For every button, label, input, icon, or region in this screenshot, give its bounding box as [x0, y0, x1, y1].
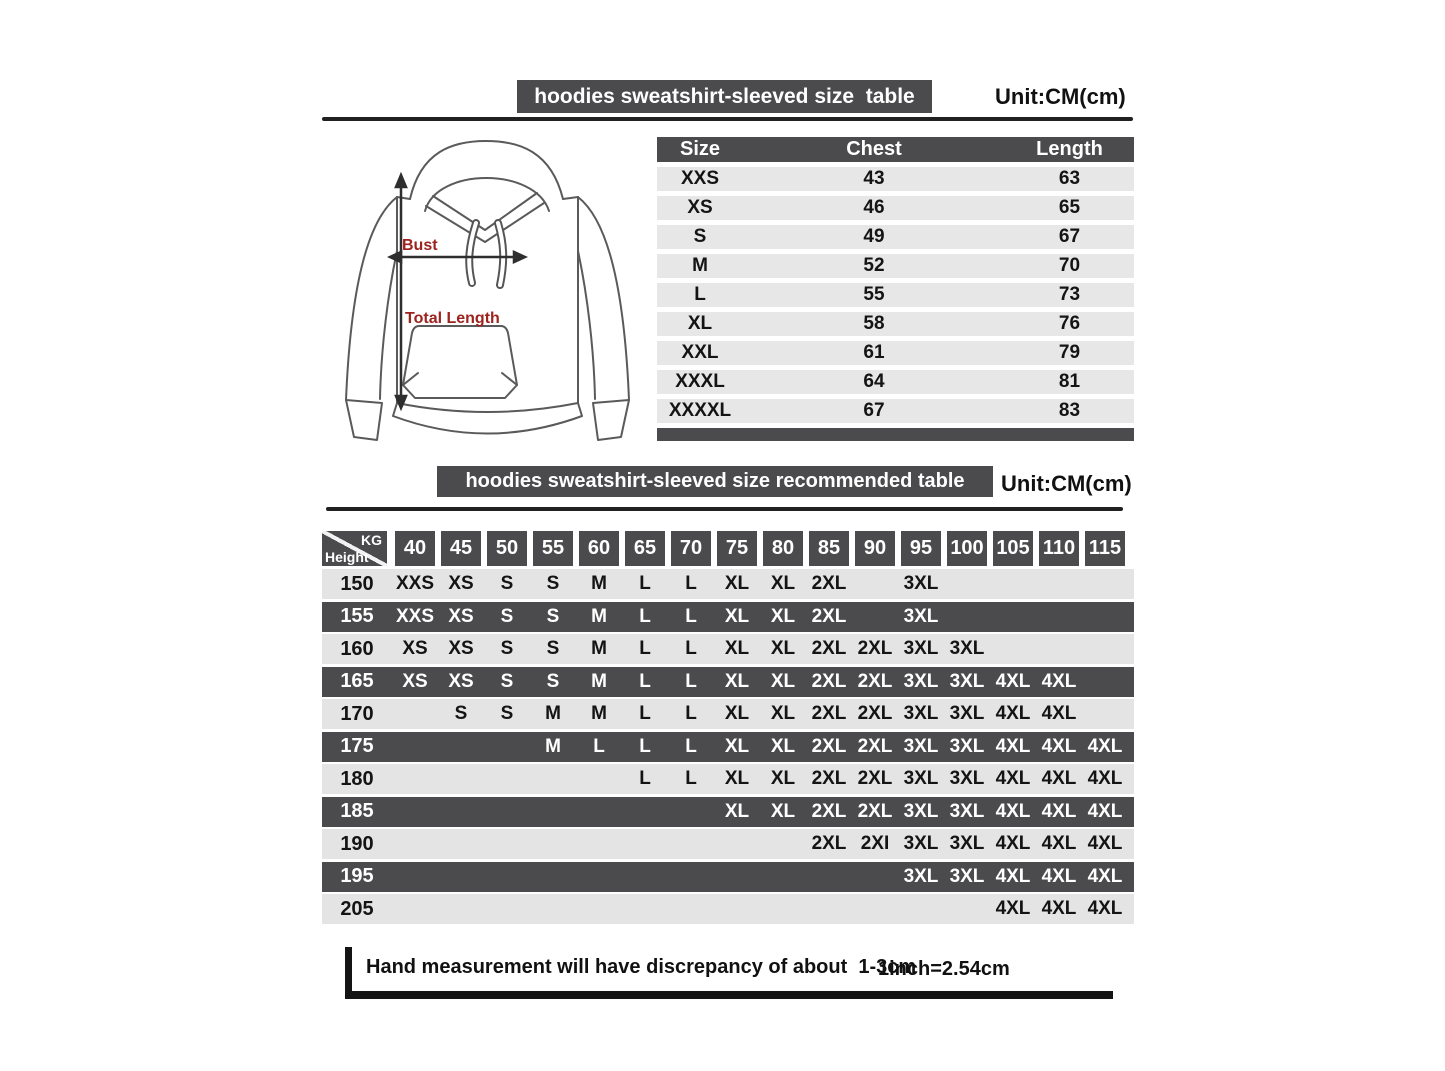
height-row-195: [322, 862, 1134, 892]
recommended-size-cell: XL: [724, 573, 750, 594]
size-table-cell: 49: [863, 226, 885, 247]
height-row-160: [322, 634, 1134, 664]
recommended-size-cell: 3XL: [903, 573, 939, 594]
weight-col-75: 75: [717, 531, 757, 566]
size-table-row: [657, 254, 1134, 278]
recommended-size-cell: XL: [770, 670, 796, 692]
recommended-size-cell: 2XL: [857, 670, 893, 692]
recommended-size-cell: 4XL: [1087, 735, 1123, 757]
size-table-cell: XS: [687, 197, 713, 218]
recommended-size-cell: 4XL: [995, 865, 1031, 887]
recommended-size-cell: 3XL: [903, 833, 939, 854]
recommended-table-title-bar: [437, 466, 993, 497]
recommended-size-cell: 3XL: [903, 638, 939, 659]
recommended-size-cell: L: [685, 703, 697, 724]
recommended-size-cell: M: [545, 735, 561, 757]
weight-col-100: 100: [947, 531, 987, 566]
recommended-size-cell: S: [454, 703, 468, 724]
recommended-size-cell: 4XL: [1087, 768, 1123, 789]
size-table-header-row: [657, 137, 1134, 162]
recommended-size-cell: S: [546, 670, 560, 692]
recommended-size-cell: 2XL: [811, 735, 847, 757]
hood-outline: [410, 141, 563, 199]
weight-col-85: 85: [809, 531, 849, 566]
height-row-175: [322, 732, 1134, 762]
recommended-size-cell: 3XL: [903, 768, 939, 789]
recommended-size-cell: 4XL: [995, 833, 1031, 854]
recommended-size-cell: 3XL: [903, 670, 939, 692]
height-row-165: [322, 667, 1134, 697]
recommended-size-cell: XS: [402, 670, 428, 692]
recommended-size-cell: M: [591, 703, 607, 724]
height-row-190: [322, 829, 1134, 859]
recommended-size-cell: L: [639, 670, 651, 692]
size-table-cell: XXL: [681, 342, 719, 363]
recommended-size-cell: 4XL: [1087, 898, 1123, 919]
recommended-size-cell: L: [685, 768, 697, 789]
recommended-size-cell: M: [591, 605, 607, 627]
recommended-size-cell: L: [593, 735, 605, 757]
recommended-size-cell: 2XL: [857, 638, 893, 659]
recommended-size-cell: XL: [770, 800, 796, 822]
recommended-size-cell: 4XL: [1041, 768, 1077, 789]
kg-height-corner-cell: [322, 531, 387, 566]
recommended-size-cell: 4XL: [1087, 865, 1123, 887]
weight-col-45: 45: [441, 531, 481, 566]
recommended-size-cell: 2XL: [857, 768, 893, 789]
recommended-size-cell: L: [639, 605, 651, 627]
recommended-size-cell: 2XL: [811, 573, 847, 594]
recommended-size-cell: XS: [448, 573, 474, 594]
inch-conversion-note: 1inch=2.54cm: [878, 958, 1010, 980]
recommended-size-cell: XL: [724, 638, 750, 659]
recommended-size-cell: S: [500, 605, 514, 627]
height-row-180: [322, 764, 1134, 794]
height-cell: 195: [340, 865, 374, 887]
recommended-size-cell: L: [639, 573, 651, 594]
recommended-size-cell: L: [685, 605, 697, 627]
recommended-table-header-row: [322, 531, 1134, 566]
recommended-size-cell: 4XL: [1087, 833, 1123, 854]
height-unit-label: Height: [325, 549, 369, 565]
recommended-size-cell: XXS: [395, 573, 435, 594]
drawstrings: [469, 223, 503, 285]
size-table-row: [657, 283, 1134, 307]
size-table-cell: 43: [863, 168, 885, 189]
height-cell: 190: [340, 832, 374, 855]
recommended-size-cell: S: [500, 670, 514, 692]
top-divider-line: [322, 117, 1133, 121]
size-table-unit-label: Unit:CM(cm): [995, 84, 1126, 109]
recommended-size-cell: M: [591, 638, 607, 659]
size-table-cell: 52: [863, 255, 885, 276]
size-table-cell: 61: [863, 342, 885, 363]
size-table: [657, 137, 1134, 441]
middle-divider-line: [326, 507, 1123, 511]
size-table-bottom-bar: [657, 428, 1134, 441]
height-cell: 160: [340, 637, 374, 660]
recommended-size-cell: XL: [770, 735, 796, 757]
size-table-cell: 70: [1058, 255, 1081, 276]
recommended-size-cell: 3XL: [949, 638, 985, 659]
recommended-size-cell: XL: [770, 573, 796, 594]
recommended-size-cell: 3XL: [903, 703, 939, 724]
recommended-size-cell: 2XL: [857, 800, 893, 822]
recommended-size-cell: 2XI: [860, 833, 890, 854]
height-row-205: [322, 894, 1134, 924]
recommended-size-cell: 4XL: [1087, 800, 1123, 822]
recommended-size-cell: XL: [770, 768, 796, 789]
recommended-size-cell: 4XL: [995, 670, 1031, 692]
height-cell: 165: [340, 670, 374, 692]
recommended-size-cell: XL: [724, 800, 750, 822]
size-table-cell: 65: [1058, 197, 1081, 218]
recommended-size-cell: 2XL: [811, 703, 847, 724]
bust-label: Bust: [402, 237, 438, 254]
recommended-size-cell: 2XL: [811, 605, 847, 627]
size-table-row: [657, 370, 1134, 394]
recommended-size-cell: 3XL: [903, 735, 939, 757]
size-table-cell: L: [694, 284, 706, 305]
recommended-size-cell: XL: [724, 735, 750, 757]
shoulder-seams: [397, 197, 578, 199]
size-table-cell: M: [692, 255, 708, 276]
hood-collar-line: [426, 203, 544, 242]
recommended-size-cell: XS: [402, 638, 428, 659]
recommended-size-cell: M: [591, 670, 607, 692]
size-table-row: [657, 312, 1134, 336]
height-cell: 175: [340, 735, 374, 757]
recommended-size-cell: S: [500, 573, 514, 594]
size-table-row: [657, 196, 1134, 220]
recommended-size-cell: XL: [770, 638, 796, 659]
recommended-size-cell: XS: [448, 670, 474, 692]
weight-col-60: 60: [579, 531, 619, 566]
recommended-size-cell: 4XL: [1041, 865, 1077, 887]
recommended-size-cell: XL: [724, 670, 750, 692]
weight-col-90: 90: [855, 531, 895, 566]
height-cell: 155: [340, 605, 374, 627]
recommended-size-cell: 3XL: [949, 768, 985, 789]
hood-collar-line: [433, 193, 537, 230]
height-row-155: [322, 602, 1134, 632]
measurement-discrepancy-note: Hand measurement will have discrepancy of about 1-3cm: [366, 956, 917, 978]
weight-col-115: 115: [1085, 531, 1125, 566]
total-length-label: Total Length: [405, 310, 500, 327]
recommended-size-cell: L: [685, 573, 697, 594]
recommended-size-cell: L: [639, 768, 651, 789]
recommended-size-cell: L: [685, 670, 697, 692]
recommended-size-cell: 4XL: [1041, 833, 1077, 854]
size-table-cell: 64: [863, 371, 885, 392]
size-table-cell: 81: [1058, 371, 1081, 392]
recommended-size-cell: 4XL: [1041, 703, 1077, 724]
weight-col-70: 70: [671, 531, 711, 566]
recommended-size-cell: 3XL: [949, 833, 985, 854]
recommended-size-cell: 4XL: [995, 735, 1031, 757]
recommended-size-cell: M: [591, 573, 607, 594]
recommended-size-cell: 2XL: [857, 735, 893, 757]
recommended-size-cell: XS: [448, 605, 474, 627]
height-cell: 205: [340, 897, 374, 920]
size-table-cell: 55: [863, 284, 885, 305]
height-cell: 180: [340, 767, 374, 790]
hoodie-measurement-diagram: [333, 133, 640, 463]
size-table-row: [657, 167, 1134, 191]
recommended-size-cell: 4XL: [1041, 735, 1077, 757]
right-sleeve: [578, 197, 629, 400]
height-row-170: [322, 699, 1134, 729]
recommended-size-cell: XL: [770, 703, 796, 724]
weight-col-50: 50: [487, 531, 527, 566]
footnote-left-bar: [345, 947, 352, 994]
recommended-size-cell: S: [546, 638, 560, 659]
recommended-size-cell: XL: [724, 703, 750, 724]
size-table-row: [657, 399, 1134, 423]
size-table-row: [657, 341, 1134, 365]
recommended-size-cell: L: [685, 638, 697, 659]
recommended-size-cell: 3XL: [949, 735, 985, 757]
size-table-cell: XXXXL: [668, 400, 732, 421]
recommended-table-title: hoodies sweatshirt-sleeved size recommended table: [465, 470, 965, 492]
recommended-size-cell: 3XL: [949, 703, 985, 724]
recommended-size-cell: 4XL: [995, 703, 1031, 724]
recommended-size-cell: 2XL: [811, 638, 847, 659]
hood-opening: [425, 178, 549, 211]
size-table-cell: 63: [1058, 168, 1081, 189]
size-table-cell: 58: [863, 313, 885, 334]
size-table-col-size: Size: [679, 138, 721, 160]
size-table-cell: XXXL: [675, 371, 725, 392]
recommended-size-cell: L: [639, 703, 651, 724]
recommended-size-cell: 3XL: [949, 800, 985, 822]
height-cell: 150: [340, 572, 374, 595]
recommended-size-cell: 3XL: [903, 800, 939, 822]
weight-col-65: 65: [625, 531, 665, 566]
recommended-size-cell: L: [685, 735, 697, 757]
size-table-cell: 67: [1058, 226, 1081, 247]
recommended-size-cell: 3XL: [949, 865, 985, 887]
recommended-size-cell: 3XL: [949, 670, 985, 692]
size-table-col-chest: Chest: [846, 138, 902, 160]
recommended-size-cell: XXS: [395, 605, 435, 627]
recommended-size-cell: 4XL: [995, 800, 1031, 822]
recommended-size-cell: 3XL: [903, 865, 939, 887]
size-table-title: hoodies sweatshirt-sleeved size table: [534, 84, 915, 108]
recommended-size-cell: 2XL: [811, 800, 847, 822]
weight-col-40: 40: [395, 531, 435, 566]
size-table-cell: 76: [1058, 313, 1081, 334]
recommended-size-cell: 2XL: [811, 670, 847, 692]
size-table-cell: 83: [1058, 400, 1081, 421]
height-row-185: [322, 797, 1134, 827]
size-table-cell: S: [693, 226, 707, 247]
recommended-table-body: [322, 569, 1134, 924]
footnote-bottom-bar: [345, 991, 1113, 999]
recommended-size-cell: 2XL: [811, 833, 847, 854]
size-table-cell: 73: [1058, 284, 1081, 305]
recommended-size-cell: S: [546, 605, 560, 627]
recommended-table-unit-label: Unit:CM(cm): [1001, 471, 1132, 496]
recommended-size-cell: XL: [770, 605, 796, 627]
recommended-size-cell: XL: [724, 768, 750, 789]
recommended-size-cell: S: [546, 573, 560, 594]
size-table-cell: 67: [863, 400, 885, 421]
recommended-size-cell: M: [545, 703, 561, 724]
recommended-size-cell: S: [500, 638, 514, 659]
hem-band: [393, 403, 582, 434]
recommended-size-cell: 2XL: [857, 703, 893, 724]
weight-col-55: 55: [533, 531, 573, 566]
recommended-size-cell: S: [500, 703, 514, 724]
height-cell: 170: [340, 702, 374, 725]
size-table-cell: 79: [1058, 342, 1081, 363]
size-table-body: [657, 167, 1134, 423]
kangaroo-pocket: [403, 326, 517, 398]
weight-col-105: 105: [993, 531, 1033, 566]
recommended-size-cell: 4XL: [1041, 670, 1077, 692]
size-table-cell: XXS: [680, 168, 720, 189]
weight-col-80: 80: [763, 531, 803, 566]
recommended-size-table: [322, 531, 1134, 927]
recommended-size-cell: XL: [724, 605, 750, 627]
right-cuff: [593, 400, 629, 440]
recommended-size-cell: 3XL: [903, 605, 939, 627]
recommended-size-cell: 4XL: [1041, 898, 1077, 919]
recommended-size-cell: L: [639, 735, 651, 757]
pocket-corner-folds: [403, 373, 517, 385]
recommended-size-cell: 4XL: [995, 898, 1031, 919]
recommended-size-cell: 4XL: [1041, 800, 1077, 822]
left-cuff: [346, 400, 382, 440]
weight-col-110: 110: [1039, 531, 1079, 566]
size-table-title-bar: [517, 80, 932, 113]
recommended-size-cell: L: [639, 638, 651, 659]
left-sleeve: [346, 197, 397, 400]
size-table-cell: 46: [863, 197, 885, 218]
kg-unit-label: KG: [361, 532, 382, 548]
recommended-size-cell: XS: [448, 638, 474, 659]
recommended-size-cell: 2XL: [811, 768, 847, 789]
height-row-150: [322, 569, 1134, 599]
weight-col-95: 95: [901, 531, 941, 566]
recommended-size-cell: 4XL: [995, 768, 1031, 789]
size-table-cell: XL: [687, 313, 713, 334]
size-table-row: [657, 225, 1134, 249]
size-table-col-length: Length: [1036, 138, 1103, 160]
height-cell: 185: [340, 800, 374, 822]
